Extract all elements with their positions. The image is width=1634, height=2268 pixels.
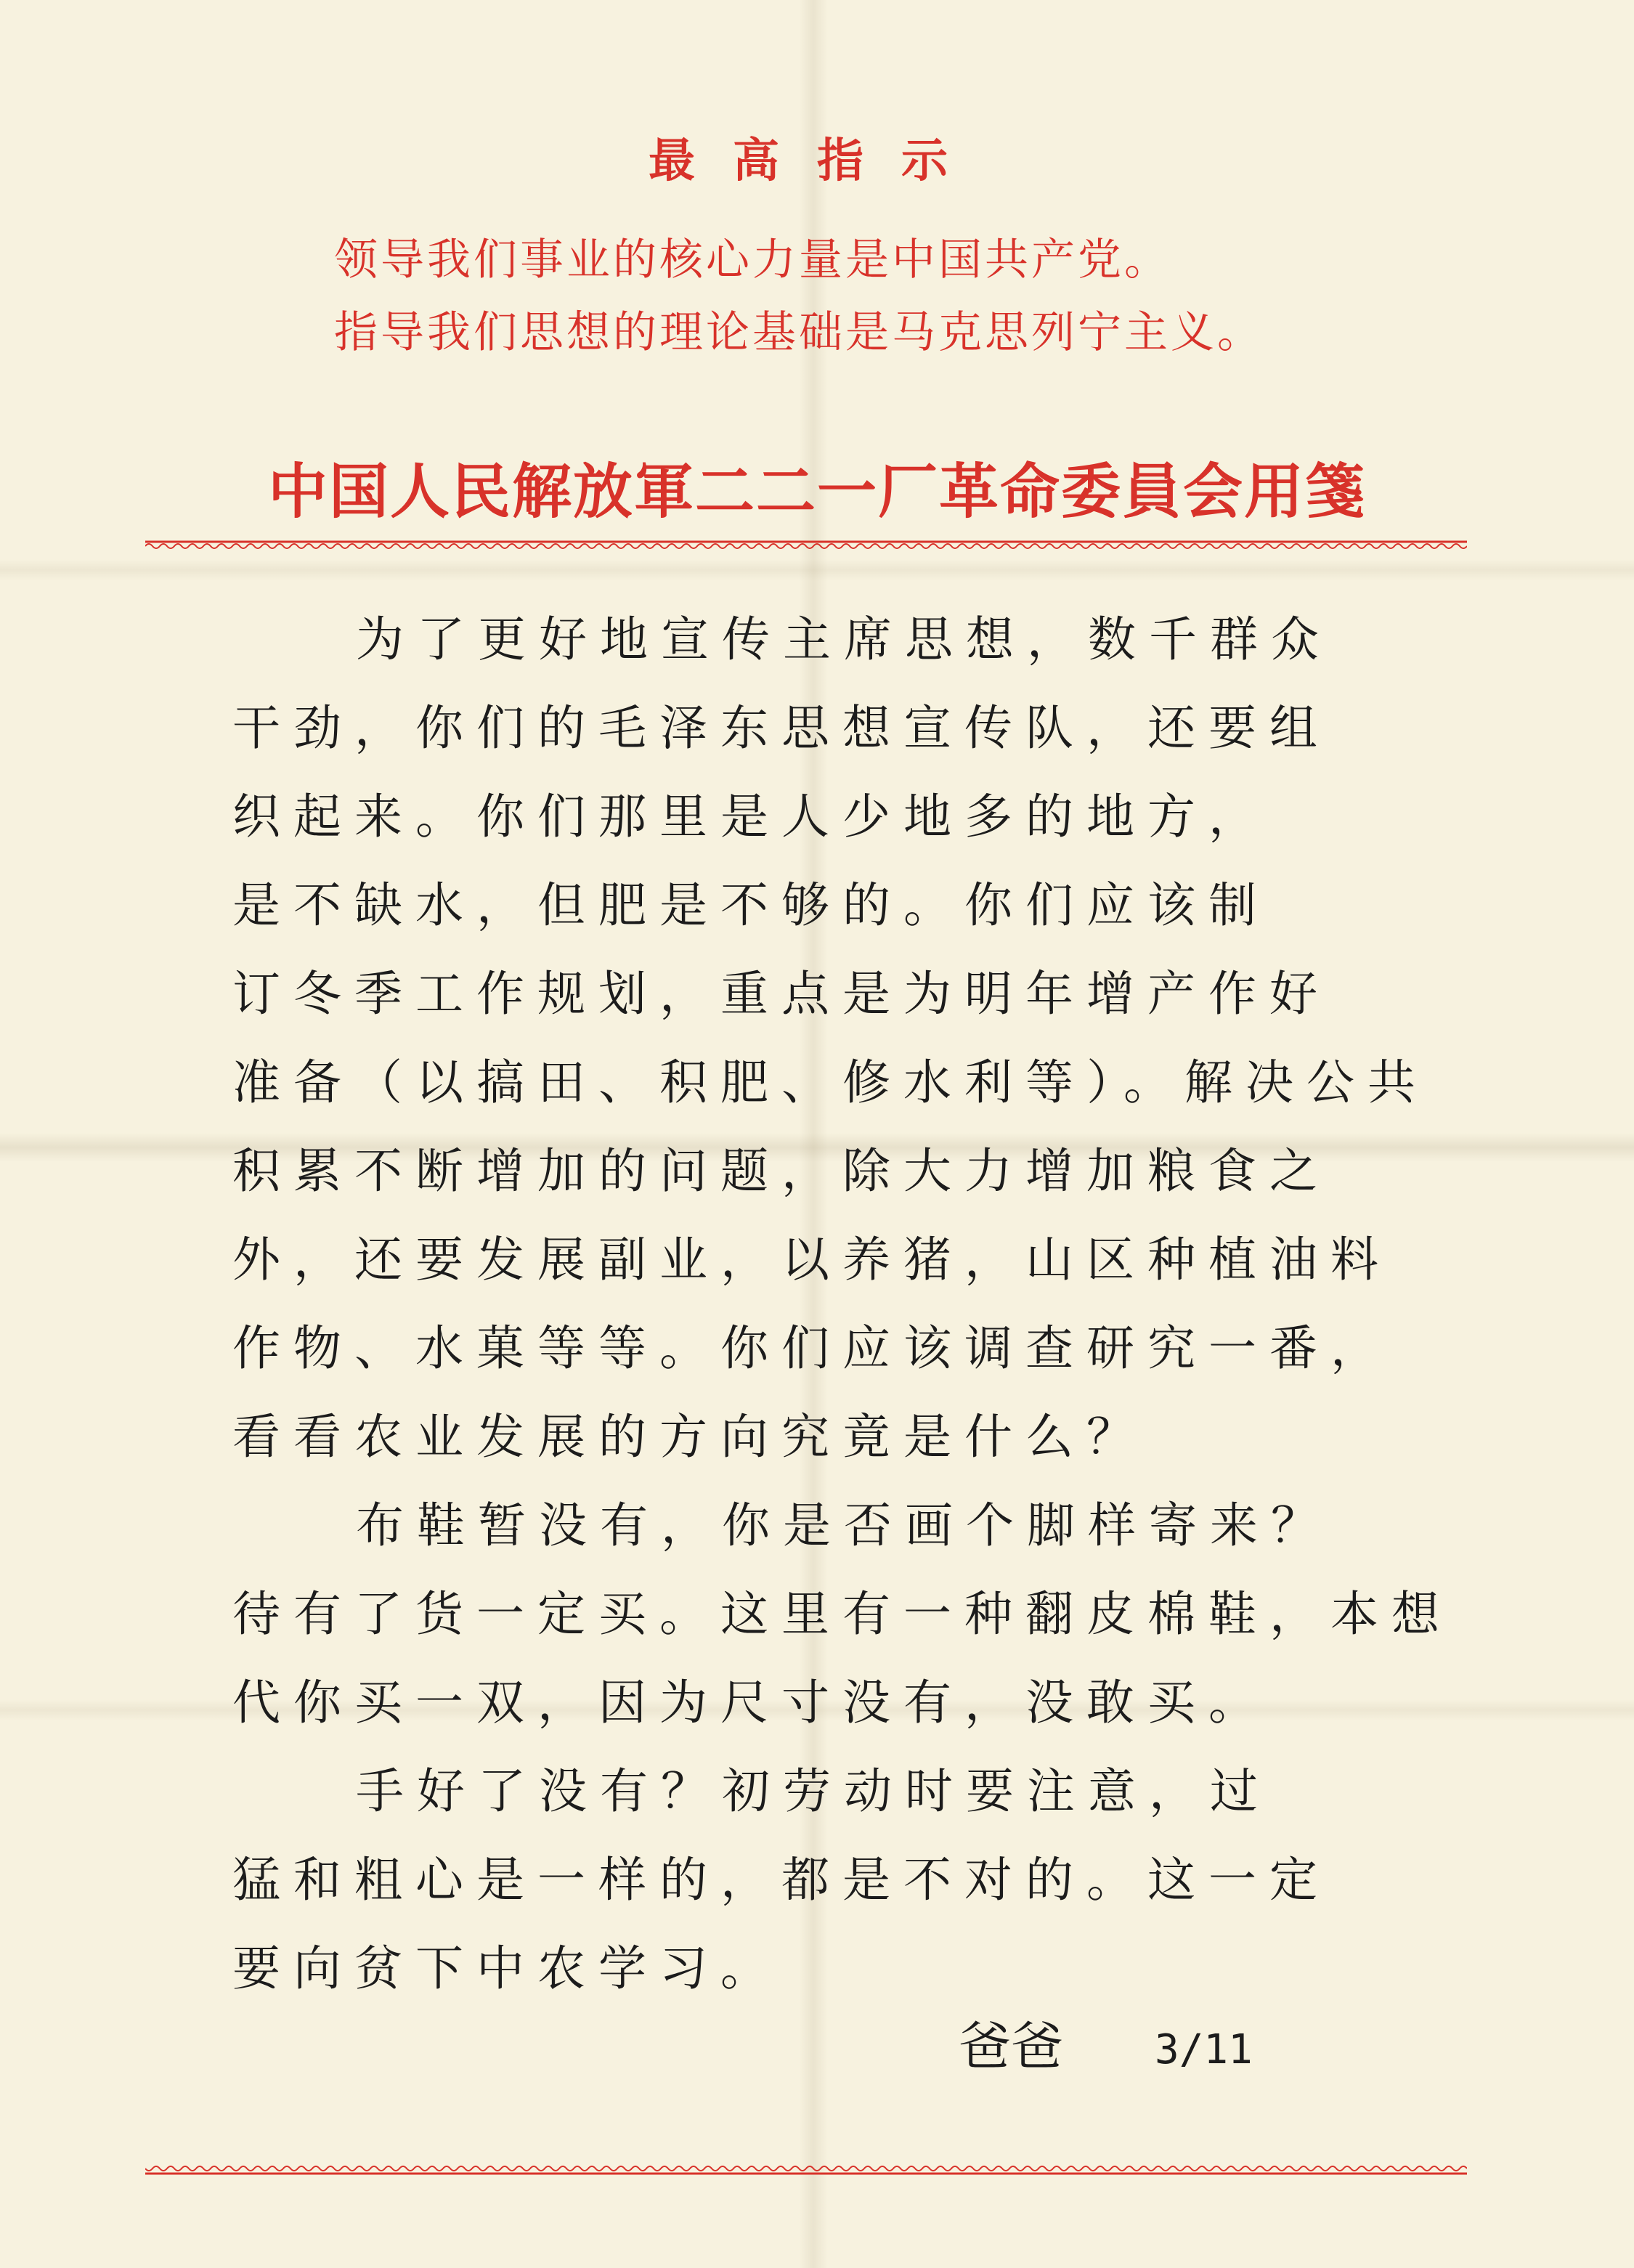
letter-line: 是不缺水，但肥是不够的。你们应该制 (232, 877, 1269, 933)
letter-line: 外，还要发展副业，以养猪，山区种植油料 (232, 1232, 1391, 1288)
letter-line: 布鞋暂没有，你是否画个脚样寄来？ (356, 1497, 1332, 1553)
signature: 爸爸 (959, 2016, 1064, 2077)
handwritten-letter-body (232, 596, 1540, 2013)
letter-line: 干劲，你们的毛泽东思想宣传队，还要组 (232, 700, 1330, 756)
letter-line: 待有了货一定买。这里有一种翻皮棉鞋，本想 (232, 1586, 1452, 1642)
letter-line: 看看农业发展的方向究竟是什么？ (232, 1409, 1147, 1465)
letter-line: 订冬季工作规划，重点是为明年增产作好 (232, 966, 1330, 1022)
letter-date: 3/11 (1155, 2026, 1253, 2073)
supreme-instruction-title: 最高指示 (649, 134, 985, 188)
quote-line-1: 领导我们事业的核心力量是中国共产党。 (334, 235, 1171, 285)
letter-line: 手好了没有？初劳动时要注意，过 (356, 1763, 1271, 1819)
decorative-rule-top (145, 539, 1467, 549)
quote-line-2: 指导我们思想的理论基础是马克思列宁主义。 (334, 307, 1264, 358)
letter-line: 准备（以搞田、积肥、修水利等）。解决公共 (232, 1054, 1428, 1110)
letter-line: 要向贫下中农学习。 (232, 1940, 781, 1996)
letter-line: 为了更好地宣传主席思想，数千群众 (356, 611, 1332, 667)
letterhead-title: 中国人民解放軍二二一厂革命委員会用箋 (267, 457, 1366, 527)
letter-line: 猛和粗心是一样的，都是不对的。这一定 (232, 1852, 1330, 1908)
letter-line: 代你买一双，因为尺寸没有，没敢买。 (232, 1675, 1269, 1731)
letter-line: 作物、水菓等等。你们应该调查研究一番， (232, 1320, 1391, 1376)
decorative-rule-bottom (145, 2166, 1467, 2176)
letter-line: 积累不断增加的问题，除大力增加粮食之 (232, 1143, 1330, 1199)
letter-line: 织起来。你们那里是人少地多的地方， (232, 789, 1269, 845)
